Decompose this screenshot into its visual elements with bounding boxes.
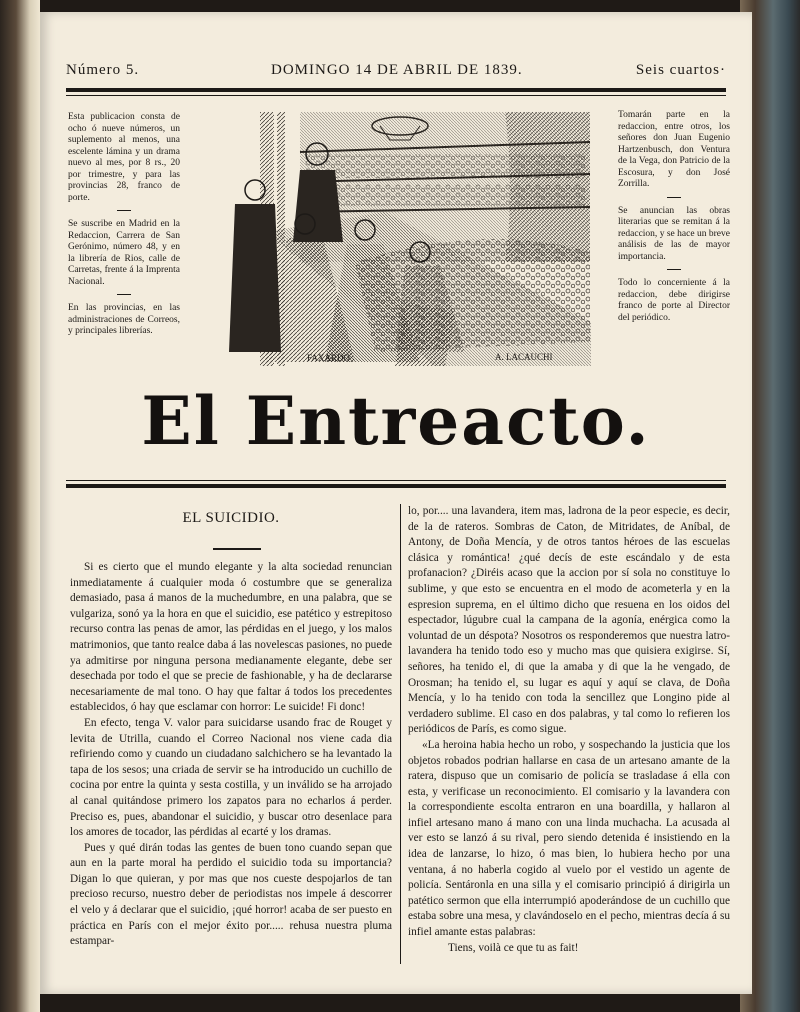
title-rule-thin xyxy=(66,480,726,481)
column-divider xyxy=(400,504,401,964)
newspaper-title: El Entreacto. xyxy=(141,382,651,460)
article-paragraph: Si es cierto que el mundo elegante y la alta sociedad renuncian inmediatamente á cualquier moda ó costumbre que se generaliza demasiado, pasa á manos de la muchedumbre, en una palabra, que se vulgariza, sonó ya la hora en que el suicidio, ese patético y estrepitoso recurso contra las penas de amor, las pérdidas en el juego, y los malos matrimonios, que tanto realce daba á las novelescas pasiones, no puede ya admitirse por ninguna persona medianamente elegante, debe ser desechada por todo el que se precie de fashionable, y ha de declararse necesariamente de mal tono. O hay que faltar á todos los precedentes establecidos, ó hay que esclamar con horror: Le suicide! Fi donc! xyxy=(70,561,392,714)
engraver-signature-left: FAXARDO xyxy=(307,353,350,363)
left-note-2: Se suscribe en Madrid en la Redaccion, Carrera de San Gerónimo, número 48, y en la librería de Rios, calle de Carretas, frente á la Imprenta Nacional. xyxy=(68,219,180,287)
article-paragraph: En efecto, tenga V. valor para suicidarse usando frac de Rouget y levita de Utrilla, cuando el Correo Nacional nos viene cada dia refiriendo como y cuando un ciudadano salchichero se ha levantado la tapa de los sesos; una criada de servir se ha introducido un cuchillo de cocina por entre la quinta y sesta costilla, y un inválido se ha arrojado al canal quitándose primero los zapatos para no echarlos á perder. Preciso es, pues, abandonar el suicidio, y buscar otro desenlace para los amores de tocador, las pérdidas al ecarté y los dramas. xyxy=(70,716,392,839)
article-paragraph: «La heroina habia hecho un robo, y sospechando la justicia que los objetos robados podrian hallarse en casa de un artesano amante de la ratera, dispuso que un comisario de policía se trasladase á ella con esta, y verificase un reconocimiento. El comisario y la lavandera con la correspondiente escolta entraron en una boardilla, y hallaron al infiel artesano mano á mano con una linda muchacha. La acusada al ver esto se lanzó á su rival, pero siendo detenida é insistiendo en la idea de lanzarse, lo hizo, ó mas bien, lo hubiera hecho por una ventana, á no haberla cogido al vuelo por el vestido un agente de policía. Sentáronla en una silla y el comisario principió á dirigirla un patético sermon que ella interrumpió apoderándose de un cuchillo que estaba sobre una mesa, y clavándoselo en el pecho, mientras decía á su infiel amante estas palabras: xyxy=(408,738,730,939)
article-paragraph: Pues y qué dirán todas las gentes de buen tono cuando sepan que aun en la parte moral ha perdido el suicidio toda su importancia? Digan lo que quieran, y por mas que nos cueste despojarlos de tan precioso recurso, nuestro deber de periodistas nos impele á descorrer el velo y á declarar que el suicidio, ¡qué horror! acaba de ser puesto en práctica en París con el mejor éxito por..... rehusa nuestra pluma estampar- xyxy=(70,841,392,948)
masthead-rule xyxy=(66,88,726,92)
left-note-3: En las provincias, en las administraciones de Correos, y principales librerías. xyxy=(68,303,180,336)
left-notes xyxy=(68,112,180,344)
article-heading: EL SUICIDIO. xyxy=(182,510,280,526)
issue-number: Número 5. xyxy=(66,62,140,78)
theater-engraving xyxy=(205,112,591,366)
right-note-1: Tomarán parte en la redaccion, entre otros, los señores don Juan Eugenio Hartzenbusch, don Ventura de la Vega, don Patricio de la Escosura, y don José Zorrilla. xyxy=(618,110,730,189)
left-note-1: Esta publicacion consta de ocho ó nueve números, un suplemento al menos, una escelente lámina y un drama nuevo al mes, por 8 rs., 20 por trimestre, y para las provincias 28, franco de porte. xyxy=(68,112,180,203)
article-paragraph: Tiens, voilà ce que tu as fait! xyxy=(448,941,579,954)
masthead-rule-thin xyxy=(66,95,726,96)
book-binding-left xyxy=(0,0,40,1012)
article-right-column xyxy=(408,504,730,956)
title-rule xyxy=(66,484,726,488)
article-left-column xyxy=(70,560,392,950)
masthead xyxy=(66,62,726,90)
right-note-3: Todo lo concerniente á la redaccion, debe dirigirse franco de porte al Director del periódico. xyxy=(618,278,730,323)
engraver-signature-right: A. LACAUCHI xyxy=(495,352,553,362)
newspaper-page xyxy=(40,12,752,994)
heading-rule xyxy=(213,548,261,550)
issue-date: DOMINGO 14 DE ABRIL DE 1839. xyxy=(271,62,523,78)
right-note-2: Se anuncian las obras literarias que se remitan á la redaccion, y se hace un breve análisis de las de mayor importancia. xyxy=(618,205,730,262)
article-paragraph: lo, por.... una lavandera, item mas, ladrona de la peor especie, es decir, de la de rateros. Sombras de Caton, de Mitridates, de Aníbal, de Antony, de Doña Mencía, y de otros tantos héroes de las escuelas clásica y romántica! ¿qué decís de este escándalo y de esta profanacion? ¿Diréis acaso que la accion por sí sola no constituye lo sublime, y que esto se encuentra en el modo de acometerla y en la espresion suprema, en el último dicho que resuena en los oidos del espectador, lúgubre cual la campana de la agonía, enérgica como la voluntad de un déspota? Nosotros os responderemos que nuestra latro-lavandera ha tenido todo eso y mucho mas que quisiera exigirse. Sí, señores, ha tenido el, di que la amaba y di que la he vengado, de Orosman; ha tenido el, su lugar es aquí y aquí se clava, de Doña Mencía, y lo ha tenido con toda la sencillez que Longino pide al verdadero sublime. El caso en dos palabras, y tal como lo refieren los periódicos de París, es como sigue. xyxy=(408,505,730,736)
right-notes xyxy=(618,110,730,330)
issue-price: Seis cuartos· xyxy=(635,62,726,78)
